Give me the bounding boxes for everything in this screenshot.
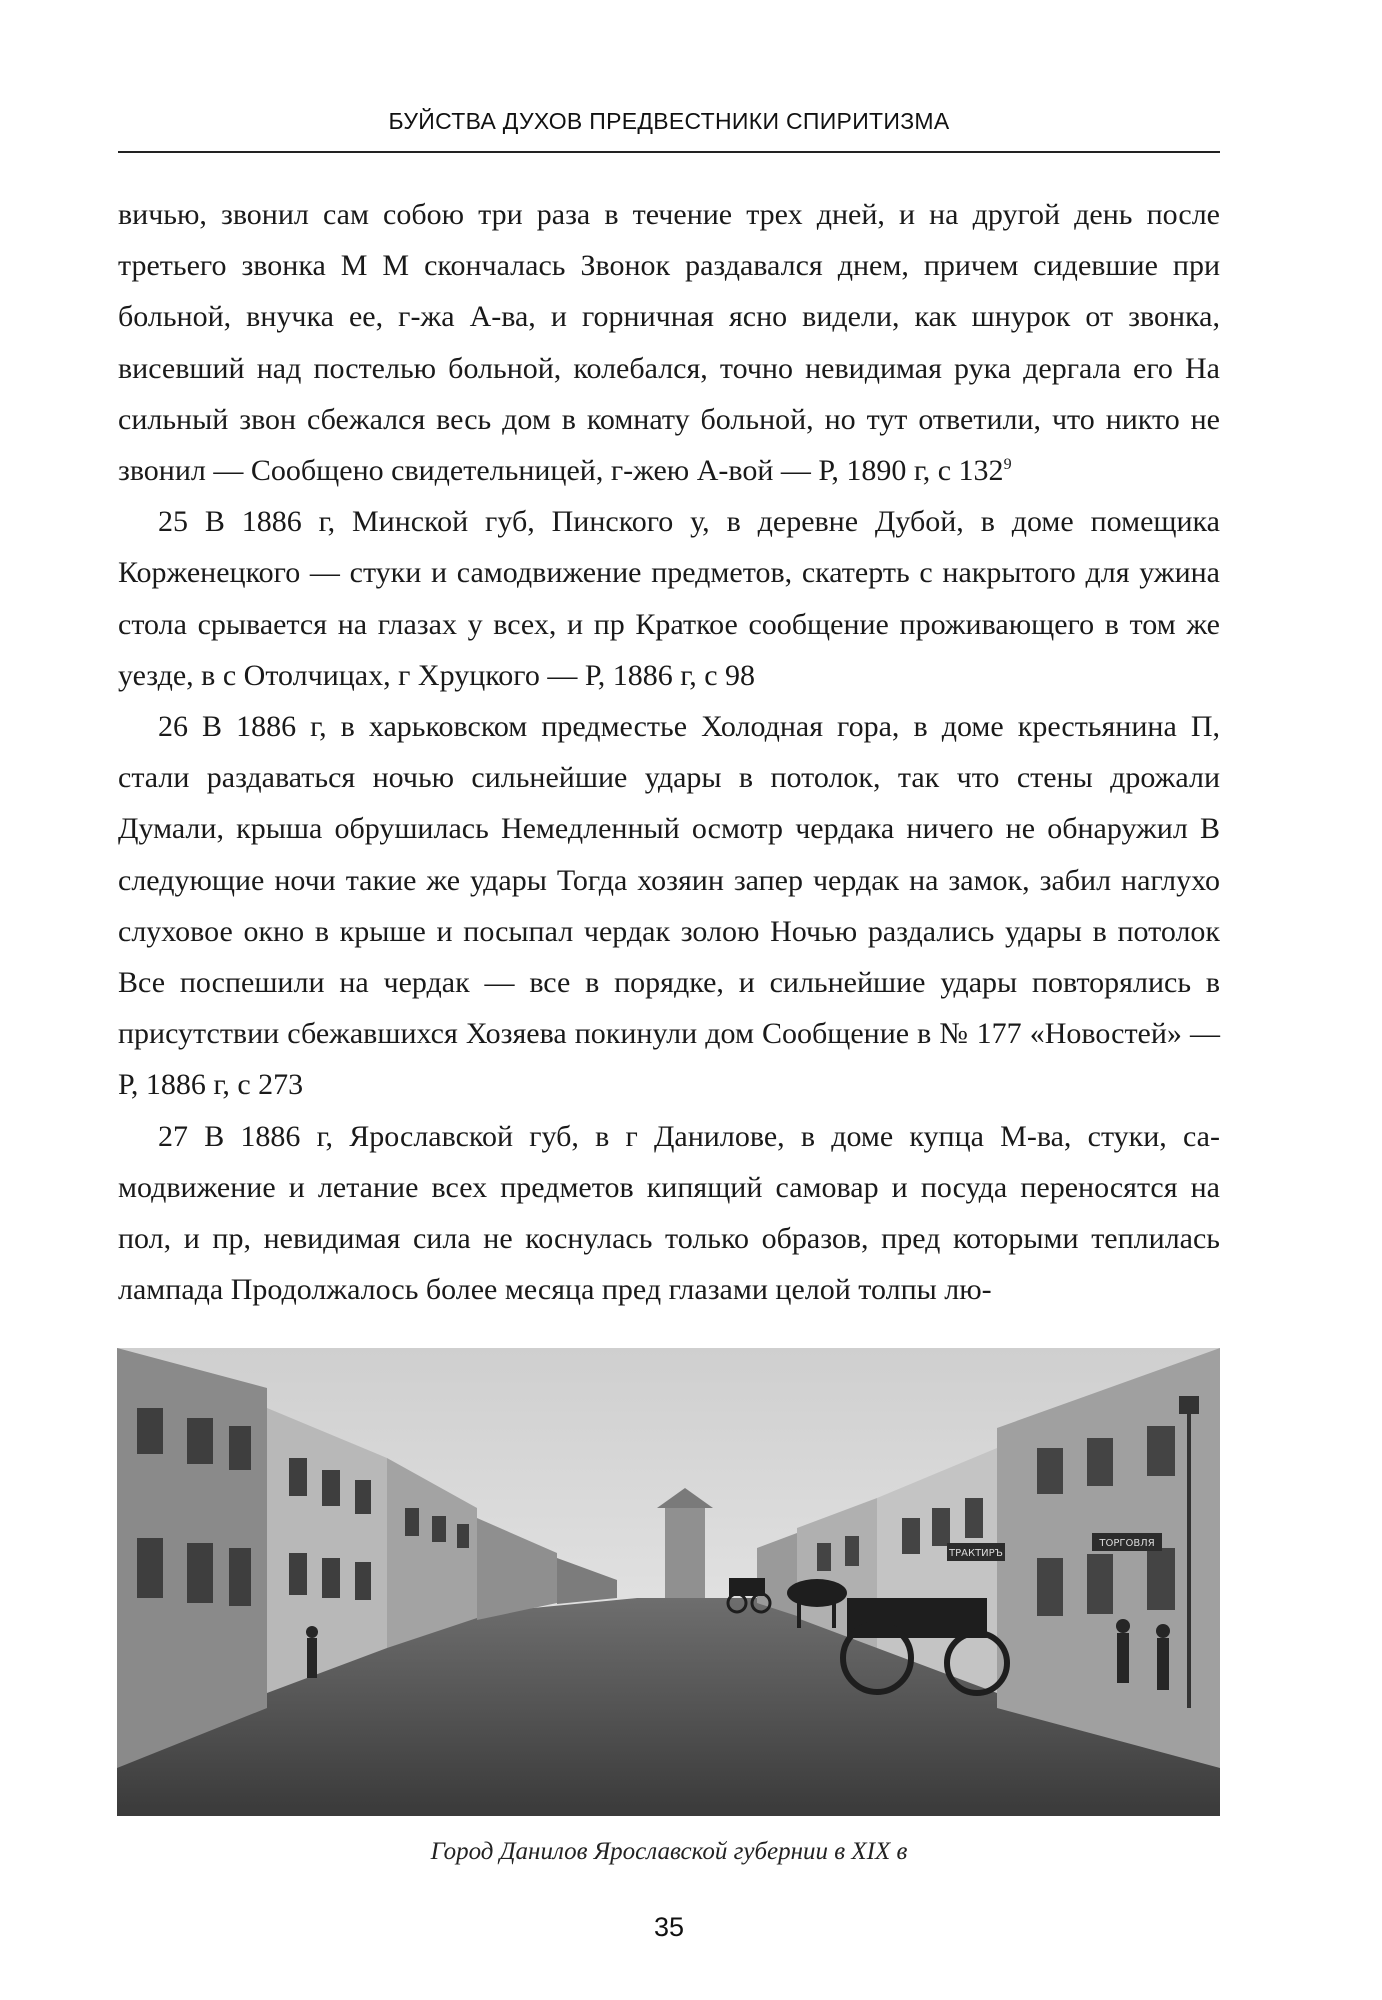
paragraph-26: 26 В 1886 г, в харьковском предместье Холодная гора, в доме крестьянина П, стали раздаваться ночью сильнейшие удары в потолок, так что стены дрожали Думали, крыша обрушилась Немедленный осмотр чердака ничего не обнаружил В следующие ночи такие же удары Тогда хозяин запер чердак на замок, забил наглухо слуховое окно в крыше и посыпал чердак золою Ночью раздались удары в потолок Все поспешили на чердак — все в порядке, и сильнейшие удары повторялись в присутствии сбежавшихся Хозяева покинули дом Сообщение в № 177 «Новостей» — Р, 1886 г, с 273 <box>118 710 1220 1102</box>
paragraph-25: 25 В 1886 г, Минской губ, Пинского у, в деревне Дубой, в доме помещика Корженецкого — стуки и самодвижение предметов, скатерть с накрытого для ужина стола срывается на глазах у всех, и пр Краткое сообщение проживающего в том же уезде, в с Отолчицах, г Хруцкого — Р, 1886 г, с 98 <box>118 505 1220 692</box>
shop-sign-right: ТОРГОВЛЯ <box>1099 1538 1155 1549</box>
shop-sign-left: ТРАКТИРЪ <box>948 1548 1004 1559</box>
footnote-marker: 9 <box>1003 456 1012 474</box>
paragraph-27: 27 В 1886 г, Ярославской губ, в г Данилове, в доме купца М-ва, стуки, самодвижение и летание всех предметов кипящий самовар и посуда переносятся на пол, и пр, невидимая сила не коснулась только образов, пред которыми теплилась лампада Продолжалось более месяца пред глазами целой толпы лю- <box>118 1119 1220 1307</box>
page-number: 35 <box>653 1912 685 1942</box>
paragraph-text: вичью, звонил сам собою три раза в течение трех дней, и на другой день после третьего звонка М М скончалась Звонок раздавался днем, причем сидевшие при больной, внучка ее, г-жа А-ва, и горничная ясно видели, как шнурок от звонка, висевший над постелью больной, колебался, точно невидимая рука дергала его На сильный звон сбежался весь дом в комнату больной, но тут ответили, что никто не звонил — Сообщено свидетельницей, г-жею А-вой — Р, 1890 г, с 132 <box>118 198 1220 488</box>
street-photo-illustration <box>117 1348 1220 1816</box>
paragraph-continued <box>118 189 1220 496</box>
running-title: БУЙСТВА ДУХОВ ПРЕДВЕСТНИКИ СПИРИТИЗМА <box>388 108 950 134</box>
figure-caption: Город Данилов Ярославской губернии в XIX в <box>430 1838 908 1865</box>
street-photo <box>117 1348 1220 1816</box>
body-text <box>118 189 1220 1315</box>
header-rule <box>118 151 1220 153</box>
